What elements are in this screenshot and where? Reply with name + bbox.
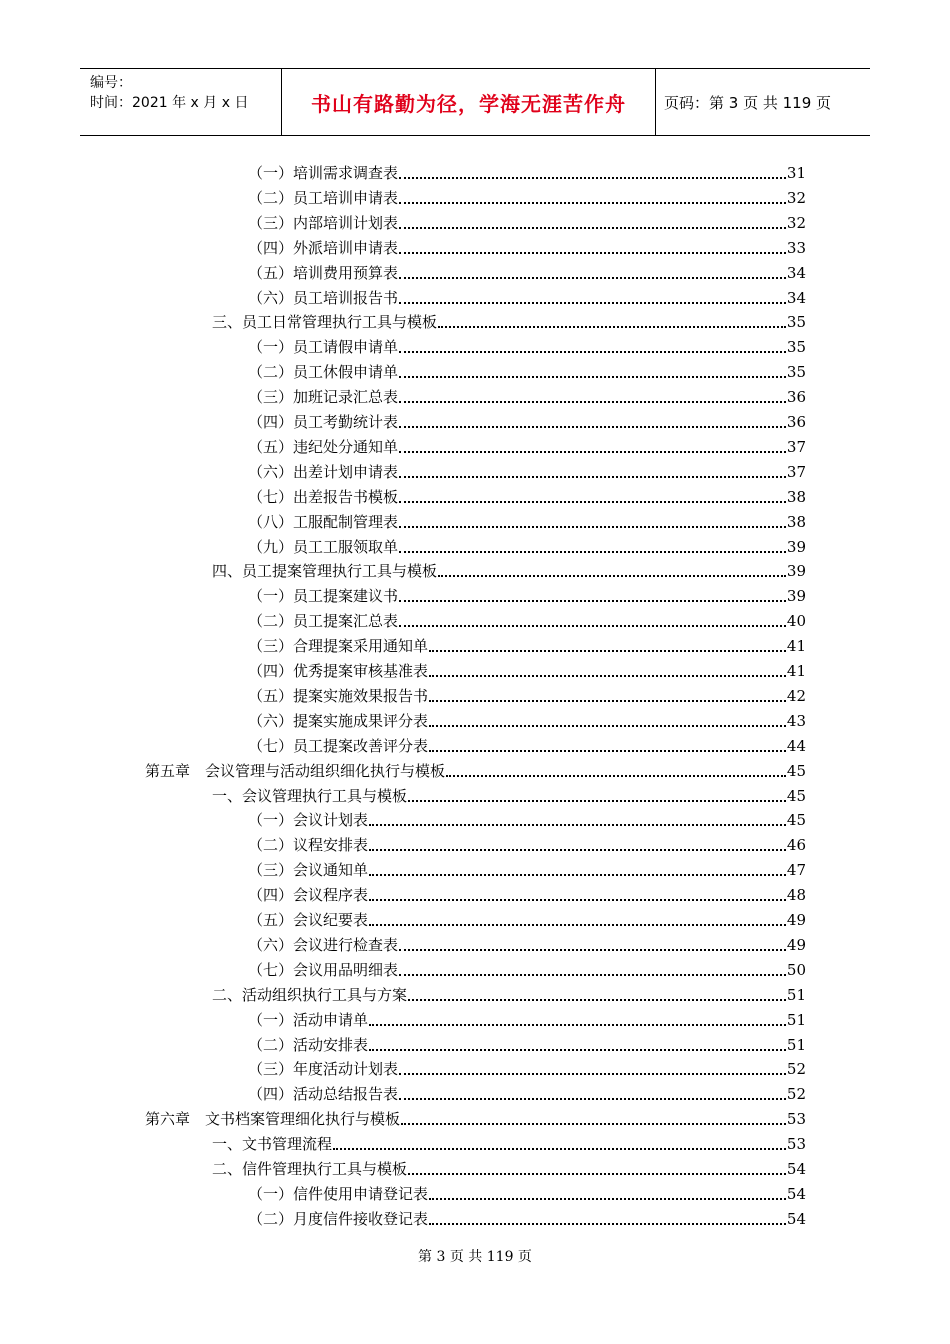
toc-entry-title: 四、员工提案管理执行工具与模板 <box>212 562 438 581</box>
toc-entry[interactable] <box>248 682 806 706</box>
toc-entry-page: 37 <box>786 437 806 456</box>
toc-dot-leader <box>399 425 786 428</box>
toc-entry[interactable] <box>248 1080 806 1104</box>
toc-entry[interactable] <box>248 433 806 457</box>
toc-entry-title: （七）员工提案改善评分表 <box>248 736 429 755</box>
toc-dot-leader <box>333 1147 786 1150</box>
toc-entry-title: （一）会议计划表 <box>248 811 369 830</box>
toc-dot-leader <box>399 1097 786 1100</box>
document-date: 时间：2021 年 x 月 x 日 <box>90 95 249 111</box>
toc-dot-leader <box>429 1222 786 1225</box>
toc-entry-title: （五）培训费用预算表 <box>248 263 399 282</box>
toc-dot-leader <box>399 226 786 229</box>
toc-entry-page: 37 <box>786 462 806 481</box>
toc-entry-title: （三）会议通知单 <box>248 861 369 880</box>
toc-entry-title: （一）信件使用申请登记表 <box>248 1184 429 1203</box>
toc-entry-page: 32 <box>786 213 806 232</box>
toc-entry[interactable] <box>248 333 806 357</box>
toc-entry-page: 53 <box>786 1110 806 1129</box>
toc-entry-title: 一、会议管理执行工具与模板 <box>212 786 408 805</box>
toc-entry[interactable] <box>212 1130 806 1154</box>
toc-dot-leader <box>438 574 786 577</box>
toc-entry-page: 39 <box>786 562 806 581</box>
toc-entry[interactable] <box>212 782 806 806</box>
toc-dot-leader <box>408 998 786 1001</box>
toc-entry-page: 48 <box>786 886 806 905</box>
toc-entry-page: 45 <box>786 786 806 805</box>
toc-dot-leader <box>399 475 786 478</box>
toc-entry[interactable] <box>145 1105 806 1129</box>
toc-dot-leader <box>399 176 786 179</box>
toc-dot-leader <box>369 823 786 826</box>
toc-entry-title: （二）议程安排表 <box>248 836 369 855</box>
toc-entry[interactable] <box>248 956 806 980</box>
toc-entry-page: 50 <box>786 960 806 979</box>
toc-entry[interactable] <box>248 234 806 258</box>
toc-entry-title: 二、信件管理执行工具与模板 <box>212 1160 408 1178</box>
toc-dot-leader <box>399 1072 786 1075</box>
toc-dot-leader <box>429 674 786 677</box>
toc-dot-leader <box>369 873 786 876</box>
toc-entry-title: （六）员工培训报告书 <box>248 288 399 307</box>
toc-dot-leader <box>408 1172 786 1175</box>
toc-entry[interactable] <box>248 408 806 432</box>
toc-entry-page: 35 <box>786 313 806 332</box>
toc-entry-page: 54 <box>786 1160 806 1178</box>
toc-dot-leader <box>401 1122 786 1125</box>
toc-dot-leader <box>399 450 786 453</box>
toc-dot-leader <box>399 251 786 254</box>
toc-entry[interactable] <box>248 458 806 482</box>
toc-dot-leader <box>399 400 786 403</box>
page-header <box>80 68 870 136</box>
toc-entry-page: 39 <box>786 587 806 606</box>
toc-entry-title: （四）活动总结报告表 <box>248 1085 399 1104</box>
toc-entry-page: 51 <box>786 1035 806 1054</box>
toc-dot-leader <box>399 500 786 503</box>
toc-dot-leader <box>429 649 786 652</box>
toc-entry[interactable] <box>248 1031 806 1055</box>
toc-dot-leader <box>399 973 786 976</box>
toc-dot-leader <box>399 550 786 553</box>
toc-dot-leader <box>399 301 786 304</box>
toc-dot-leader <box>399 201 786 204</box>
toc-entry[interactable] <box>248 856 806 880</box>
toc-entry[interactable] <box>248 632 806 656</box>
toc-entry-title: （五）提案实施效果报告书 <box>248 686 429 705</box>
toc-entry-page: 40 <box>786 612 806 631</box>
toc-dot-leader <box>399 948 786 951</box>
toc-entry-title: （三）加班记录汇总表 <box>248 388 399 407</box>
header-motto: 书山有路勤为径，学海无涯苦作舟 <box>282 69 656 135</box>
toc-entry-title: （一）活动申请单 <box>248 1010 369 1029</box>
toc-entry-title: （六）提案实施成果评分表 <box>248 711 429 730</box>
document-number-label: 编号： <box>90 75 132 91</box>
toc-entry[interactable] <box>248 209 806 233</box>
page-footer: 第 3 页 共 119 页 <box>418 1249 532 1265</box>
toc-dot-leader <box>399 624 786 627</box>
toc-entry-page: 32 <box>786 188 806 207</box>
toc-entry-page: 35 <box>786 338 806 357</box>
toc-entry-page: 38 <box>786 512 806 531</box>
toc-entry[interactable] <box>248 159 806 183</box>
toc-entry-title: （一）员工请假申请单 <box>248 338 399 357</box>
toc-entry[interactable] <box>248 881 806 905</box>
toc-dot-leader <box>399 375 786 378</box>
toc-entry[interactable] <box>248 831 806 855</box>
toc-dot-leader <box>429 749 786 752</box>
toc-entry-page: 54 <box>786 1209 806 1228</box>
toc-entry-page: 43 <box>786 711 806 730</box>
toc-dot-leader <box>446 774 786 777</box>
toc-entry-title: （二）员工培训申请表 <box>248 188 399 207</box>
toc-entry-title: （九）员工工服领取单 <box>248 537 399 556</box>
toc-entry-title: 三、员工日常管理执行工具与模板 <box>212 313 438 332</box>
toc-entry-title: （二）员工提案汇总表 <box>248 612 399 631</box>
toc-entry[interactable] <box>145 757 806 781</box>
toc-entry-title: （三）内部培训计划表 <box>248 213 399 232</box>
toc-entry-title: （一）培训需求调查表 <box>248 164 399 182</box>
toc-entry[interactable] <box>212 308 806 332</box>
toc-entry-page: 49 <box>786 935 806 954</box>
toc-entry[interactable] <box>248 657 806 681</box>
header-meta <box>80 69 282 135</box>
toc-entry-title: （二）活动安排表 <box>248 1035 369 1054</box>
toc-entry-page: 41 <box>786 637 806 656</box>
toc-entry[interactable] <box>248 707 806 731</box>
toc-dot-leader <box>369 898 786 901</box>
toc-entry-page: 51 <box>786 1010 806 1029</box>
toc-entry[interactable] <box>248 1006 806 1030</box>
toc-entry-title: （二）月度信件接收登记表 <box>248 1209 429 1228</box>
toc-entry-title: （七）会议用品明细表 <box>248 960 399 979</box>
toc-entry[interactable] <box>248 483 806 507</box>
toc-entry-page: 34 <box>786 263 806 282</box>
toc-entry[interactable] <box>248 259 806 283</box>
toc-entry[interactable] <box>248 806 806 830</box>
toc-entry[interactable] <box>248 184 806 208</box>
toc-entry-page: 54 <box>786 1184 806 1203</box>
toc-entry-page: 38 <box>786 487 806 506</box>
toc-entry[interactable] <box>248 533 806 557</box>
toc-entry-title: （五）会议纪要表 <box>248 911 369 929</box>
toc-entry-title: （四）员工考勤统计表 <box>248 413 399 431</box>
toc-dot-leader <box>399 599 786 602</box>
toc-entry[interactable] <box>212 981 806 1005</box>
toc-entry[interactable] <box>248 284 806 308</box>
toc-entry-page: 33 <box>786 238 806 257</box>
toc-entry-title: （七）出差报告书模板 <box>248 487 399 506</box>
toc-entry[interactable] <box>248 508 806 532</box>
toc-entry-page: 47 <box>786 861 806 880</box>
toc-entry[interactable] <box>212 557 806 581</box>
toc-entry-title: 一、文书管理流程 <box>212 1135 333 1154</box>
toc-entry[interactable] <box>248 906 806 930</box>
toc-entry-title: （二）员工休假申请单 <box>248 363 399 382</box>
toc-entry[interactable] <box>248 1205 806 1229</box>
toc-entry-title: （四）会议程序表 <box>248 886 369 905</box>
toc-dot-leader <box>369 1048 786 1051</box>
toc-entry-title: （四）外派培训申请表 <box>248 238 399 257</box>
toc-entry-page: 45 <box>786 761 806 780</box>
toc-dot-leader <box>408 799 786 802</box>
toc-entry-page: 52 <box>786 1060 806 1079</box>
toc-entry[interactable] <box>248 1180 806 1204</box>
toc-entry-page: 39 <box>786 537 806 556</box>
toc-entry-page: 42 <box>786 686 806 705</box>
toc-dot-leader <box>429 699 786 702</box>
toc-entry-title: （三）年度活动计划表 <box>248 1060 399 1079</box>
toc-entry-title: （三）合理提案采用通知单 <box>248 637 429 656</box>
toc-entry-page: 34 <box>786 288 806 307</box>
toc-entry-page: 51 <box>786 985 806 1004</box>
toc-entry-title: （四）优秀提案审核基准表 <box>248 662 429 680</box>
toc-entry-title: 二、活动组织执行工具与方案 <box>212 985 408 1004</box>
toc-entry-page: 44 <box>786 736 806 755</box>
toc-entry-title: （五）违纪处分通知单 <box>248 437 399 456</box>
toc-entry-title: （八）工服配制管理表 <box>248 512 399 531</box>
toc-entry[interactable] <box>248 383 806 407</box>
toc-entry-title: （六）会议进行检查表 <box>248 935 399 954</box>
toc-dot-leader <box>399 276 786 279</box>
toc-entry-page: 31 <box>786 164 806 182</box>
toc-dot-leader <box>369 1023 786 1026</box>
toc-dot-leader <box>399 350 786 353</box>
toc-entry-title: 第六章 文书档案管理细化执行与模板 <box>145 1110 401 1129</box>
toc-entry[interactable] <box>212 1155 806 1179</box>
toc-dot-leader <box>369 848 786 851</box>
toc-entry-page: 53 <box>786 1135 806 1154</box>
toc-entry[interactable] <box>248 1055 806 1079</box>
toc-entry-page: 46 <box>786 836 806 855</box>
toc-entry[interactable] <box>248 931 806 955</box>
toc-entry-page: 35 <box>786 363 806 382</box>
toc-entry-title: 第五章 会议管理与活动组织细化执行与模板 <box>145 761 446 780</box>
toc-entry-title: （一）员工提案建议书 <box>248 587 399 606</box>
toc-entry-page: 36 <box>786 413 806 431</box>
toc-dot-leader <box>429 724 786 727</box>
toc-dot-leader <box>369 923 786 926</box>
toc-entry-page: 41 <box>786 662 806 680</box>
toc-dot-leader <box>399 525 786 528</box>
header-page-info: 页码：第 3 页 共 119 页 <box>664 93 832 112</box>
toc-entry-title: （六）出差计划申请表 <box>248 462 399 481</box>
toc-entry[interactable] <box>248 732 806 756</box>
toc-dot-leader <box>438 325 786 328</box>
toc-entry-page: 45 <box>786 811 806 830</box>
toc-entry[interactable] <box>248 607 806 631</box>
toc-entry[interactable] <box>248 358 806 382</box>
toc-entry-page: 52 <box>786 1085 806 1104</box>
toc-entry[interactable] <box>248 582 806 606</box>
toc-entry-page: 49 <box>786 911 806 929</box>
toc-entry-page: 36 <box>786 388 806 407</box>
toc-dot-leader <box>429 1197 786 1200</box>
